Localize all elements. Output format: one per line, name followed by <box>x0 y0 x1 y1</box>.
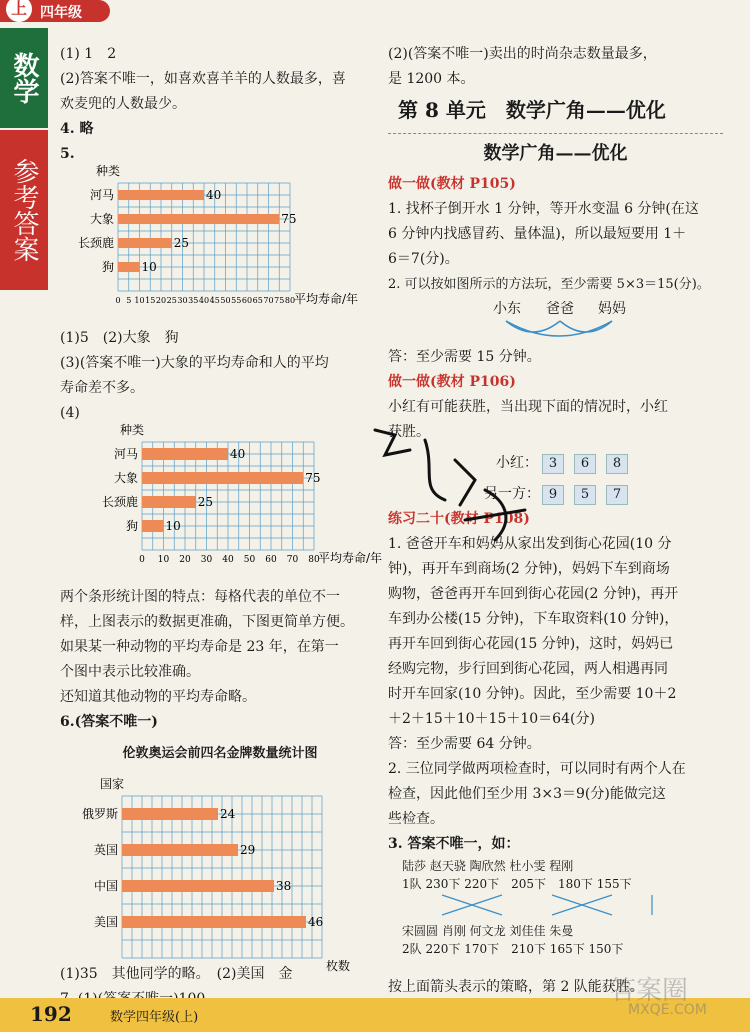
data-label: 10 <box>165 519 181 533</box>
text-line: 1. 爸爸开车和妈妈从家出发到街心花园(10 分 <box>388 536 672 552</box>
tick-label: 70 <box>286 555 299 565</box>
category-label: 英国 <box>93 843 118 857</box>
card-box: 5 <box>574 485 596 505</box>
xiaohong-label: 小红： <box>496 455 538 471</box>
tick-label: 40 <box>222 555 234 565</box>
text-line: 3. 答案不唯一，如： <box>388 836 520 852</box>
medal-chart-title: 伦敦奥运会前四名金牌数量统计图 <box>122 746 318 761</box>
text-line: 6 分钟内找感冒药、量体温)，所以最短要用 1＋ <box>388 226 687 242</box>
y-axis-label: 种类 <box>96 164 121 178</box>
tick-label: 65 <box>252 296 263 305</box>
data-label: 46 <box>308 915 324 929</box>
tick-label: 15 <box>145 296 156 305</box>
data-label: 25 <box>197 495 214 509</box>
text-line: (2)答案不唯一，如喜欢喜羊羊的人数最多，喜 <box>60 71 346 87</box>
team1-names: 陆莎 赵天骁 陶欣然 杜小雯 程刚 <box>402 859 574 873</box>
data-label: 25 <box>173 236 190 250</box>
text-line: 检查，因此他们至少用 3×3＝9(分)能做完这 <box>388 786 666 802</box>
data-label: 24 <box>220 807 236 821</box>
bar <box>122 880 274 892</box>
match-arcs <box>388 297 718 345</box>
data-label: 38 <box>276 879 292 893</box>
text-line: ＋2＋15＋10＋15＋10＝64(分) <box>388 711 595 727</box>
tick-label: 0 <box>115 296 121 305</box>
book-title: 数学四年级(上) <box>110 1010 199 1025</box>
player-label: 爸爸 <box>546 301 574 317</box>
category-label: 长颈鹿 <box>101 495 138 509</box>
text-line: 时开车回家(10 分钟)。因此，至少需要 10＋2 <box>388 686 677 702</box>
bar <box>142 520 164 532</box>
text-line: 个图中表示比较准确。 <box>60 664 200 680</box>
text-line: 如果某一种动物的平均寿命是 23 年，在第一 <box>60 639 339 655</box>
x-axis-unit: 平均寿命/年 <box>294 292 359 306</box>
bar <box>118 262 140 272</box>
text-line: 4. 略 <box>60 121 94 137</box>
data-label: 40 <box>230 447 246 461</box>
text-line: 样，上图表示的数据更准确，下图更简单方便。 <box>60 614 354 630</box>
team2-times <box>402 940 723 958</box>
tick-label: 10 <box>134 296 145 305</box>
grade-circle: 上 <box>6 0 32 22</box>
text-line: 小红有可能获胜，当出现下面的情况时，小红 <box>388 399 668 415</box>
text-line: (3)(答案不唯一)大象的平均寿命和人的平均 <box>60 355 329 371</box>
bar <box>118 238 172 248</box>
opponent-label: 另一方： <box>484 486 540 502</box>
text-line: 按上面箭头表示的策略，第 2 队能获胜。 <box>388 979 644 995</box>
left-column <box>60 42 383 1012</box>
text-line: 再开车回到街心花园(15 分钟)，这时，妈妈已 <box>388 636 674 652</box>
text-line: (1)35 其他同学的略。 (2)美国 金 <box>60 966 293 982</box>
text-line: 1. 找杯子倒开水 1 分钟，等开水变温 6 分钟(在这 <box>388 201 699 217</box>
player-label: 小东 <box>493 301 521 317</box>
text-line: 些检查。 <box>388 811 444 827</box>
x-axis-unit: 枚数 <box>326 959 351 973</box>
text-line: 购物，爸爸再开车回到街心花园(2 分钟)，再开 <box>388 586 679 602</box>
bar <box>142 496 196 508</box>
bar <box>118 214 279 224</box>
x-axis-unit: 平均寿命/年 <box>318 551 383 565</box>
text-line: 6.(答案不唯一) <box>60 714 158 730</box>
card-box: 9 <box>542 485 564 505</box>
text-line: (2)(答案不唯一)卖出的时尚杂志数量最多， <box>388 46 657 62</box>
tick-label: 80 <box>284 296 296 305</box>
text-line: 两个条形统计图的特点：每格代表的单位不一 <box>60 589 340 605</box>
card-box: 8 <box>606 454 628 474</box>
lifespan-chart-1 <box>60 164 380 317</box>
text-line: (4) <box>60 405 80 421</box>
text-line: 钟)，再开车到商场(2 分钟)，妈妈下车到商场 <box>388 561 670 577</box>
data-label: 75 <box>281 212 297 226</box>
tick-label: 30 <box>177 296 188 305</box>
team1-times <box>402 875 723 893</box>
text-line: 车到办公楼(15 分钟)，下车取资料(10 分钟)， <box>388 611 679 627</box>
y-axis-label: 国家 <box>100 777 125 791</box>
text-line: 欢麦兜的人数最少。 <box>60 96 186 112</box>
data-label: 75 <box>305 471 321 485</box>
tick-label: 40 <box>198 296 210 305</box>
category-label: 河马 <box>113 447 138 461</box>
card-box: 7 <box>606 485 628 505</box>
text-line: 是 1200 本。 <box>388 71 475 87</box>
tick-label: 35 <box>188 296 199 305</box>
tab-answer: 参考答案 <box>0 130 48 290</box>
tick-label: 25 <box>166 296 177 305</box>
team1-label: 1队 <box>402 877 422 891</box>
tick-label: 75 <box>274 296 285 305</box>
bar <box>118 190 204 200</box>
tick-label: 70 <box>263 296 274 305</box>
text-line: 经购完物，步行回到街心花园，两人相遇再同 <box>388 661 668 677</box>
y-axis-label: 种类 <box>120 423 145 437</box>
tick-label: 45 <box>209 296 220 305</box>
section-heading: 做一做(教材 P105) <box>388 176 516 192</box>
page-number: 192 <box>30 1002 72 1026</box>
grade-tab <box>0 0 110 22</box>
divider <box>388 133 723 135</box>
tick-label: 80 <box>308 555 320 565</box>
section-heading: 练习二十(教材 P108) <box>388 511 530 527</box>
unit-title: 第 8 单元 数学广角——优化 <box>398 98 666 122</box>
tick-label: 5 <box>126 296 132 305</box>
text-line: (1)5 (2)大象 狗 <box>60 330 179 346</box>
text-line: 2. 三位同学做两项检查时，可以同时有两个人在 <box>388 761 686 777</box>
tick-label: 20 <box>155 296 167 305</box>
card-box: 3 <box>542 454 564 474</box>
handwriting-scribble <box>365 410 545 560</box>
tick-label: 50 <box>220 296 231 305</box>
tick-label: 10 <box>157 555 170 565</box>
tick-label: 60 <box>241 296 253 305</box>
tick-label: 60 <box>265 555 277 565</box>
text-line: 还知道其他动物的平均寿命略。 <box>60 689 256 705</box>
team2-label: 2队 <box>402 942 422 956</box>
tick-label: 0 <box>139 555 145 565</box>
tab-math: 数学 <box>0 28 48 128</box>
bar <box>122 844 238 856</box>
players-diagram <box>388 297 723 345</box>
category-label: 大象 <box>113 471 138 485</box>
player-label: 妈妈 <box>598 301 626 317</box>
category-label: 狗 <box>125 519 138 533</box>
tick-label: 55 <box>231 296 242 305</box>
tick-label: 50 <box>243 555 256 565</box>
watermark-url: MXQE.COM <box>628 1002 707 1018</box>
category-label: 中国 <box>93 879 118 893</box>
category-label: 狗 <box>101 260 114 274</box>
data-label: 40 <box>206 188 222 202</box>
team2-times-text: 220下 170下 210下 165下 150下 <box>425 942 624 956</box>
text-line: 2. 可以按如图所示的方法玩，至少需要 5×3＝15(分)。 <box>388 277 710 292</box>
data-label: 10 <box>141 260 157 274</box>
text-line: 答：至少需要 64 分钟。 <box>388 736 541 752</box>
medal-chart <box>60 768 380 973</box>
category-label: 长颈鹿 <box>77 236 114 250</box>
card-box: 6 <box>574 454 596 474</box>
text-line: (1) 1 2 <box>60 46 117 62</box>
text-line: 获胜。 <box>388 424 430 440</box>
team1-times-text: 230下 220下 205下 180下 155下 <box>425 877 632 891</box>
lifespan-chart-2 <box>60 423 383 576</box>
text-line: 答：至少需要 15 分钟。 <box>388 349 541 365</box>
section-title: 数学广角——优化 <box>483 143 628 164</box>
category-label: 大象 <box>89 212 114 226</box>
bar <box>142 472 303 484</box>
team2-names: 宋圆圆 肖刚 何文龙 刘佳佳 朱曼 <box>402 924 574 938</box>
category-label: 美国 <box>93 915 118 929</box>
text-line: 5. <box>60 146 75 162</box>
grade-label: 四年级 <box>40 5 82 21</box>
bar <box>142 448 228 460</box>
tick-label: 20 <box>179 555 191 565</box>
tick-label: 30 <box>200 555 213 565</box>
bar <box>122 916 306 928</box>
text-line: 6＝7(分)。 <box>388 251 459 267</box>
category-label: 俄罗斯 <box>81 807 118 821</box>
section-heading: 做一做(教材 P106) <box>388 374 516 390</box>
strategy-arrows <box>402 893 702 917</box>
watermark: 答案圈 <box>610 976 689 1006</box>
text-line: 寿命差不多。 <box>60 380 144 396</box>
bar <box>122 808 218 820</box>
category-label: 河马 <box>89 188 114 202</box>
teams-diagram <box>402 857 723 975</box>
data-label: 29 <box>240 843 256 857</box>
